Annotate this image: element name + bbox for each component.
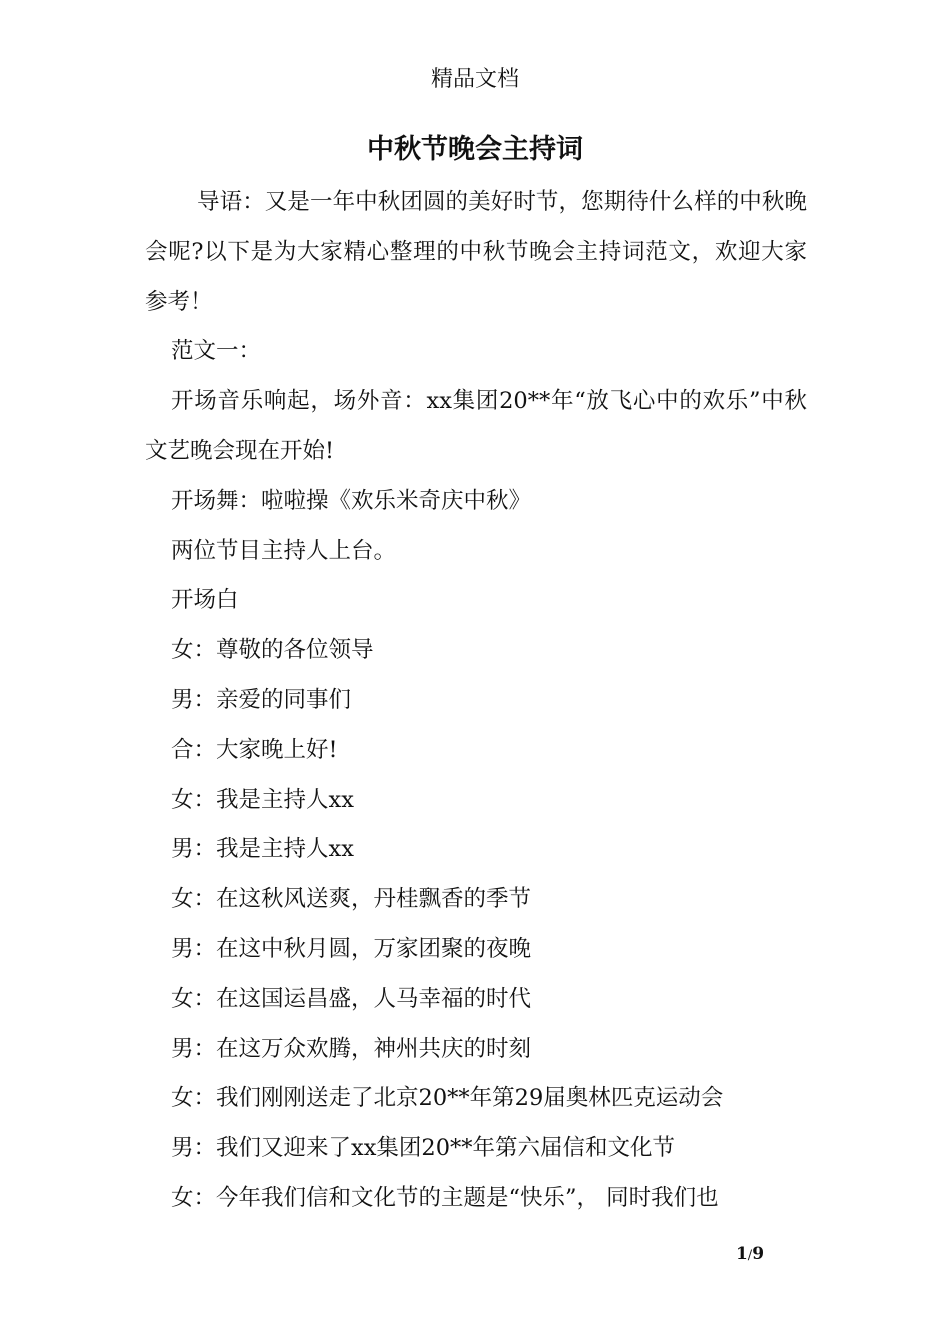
page-number: [700, 1242, 800, 1268]
dialogue-line: 女：在这秋风送爽，丹桂飘香的季节: [171, 886, 532, 913]
dialogue-line: 男：在这中秋月圆，万家团聚的夜晚: [171, 935, 532, 962]
dialogue-line: 男：亲爱的同事们: [171, 686, 352, 713]
document-header: 精品文档: [430, 67, 519, 92]
dialogue-line: 合：大家晚上好!: [171, 736, 338, 763]
dialogue-line: 男：在这万众欢腾，神州共庆的时刻: [171, 1035, 532, 1062]
paragraph: 开场白: [171, 587, 239, 614]
section-heading: 范文一：: [171, 338, 262, 365]
dialogue-line: 男：我是主持人xx: [171, 836, 354, 863]
dialogue-line: 女：我们刚刚送走了北京20**年第29届奥林匹克运动会: [171, 1085, 724, 1112]
document-title: 中秋节晚会主持词: [367, 134, 583, 165]
paragraph: 两位节目主持人上台。: [171, 537, 397, 564]
document-body: [145, 178, 807, 1224]
paragraph: 开场音乐响起，场外音：xx集团20**年“放飞心中的欢乐”中秋文艺晚会现在开始!: [145, 388, 807, 464]
dialogue-line: 女：尊敬的各位领导: [171, 637, 374, 664]
dialogue-line: 男：我们又迎来了xx集团20**年第六届信和文化节: [171, 1135, 676, 1162]
page-separator: /: [747, 1248, 753, 1263]
paragraph: 开场舞：啦啦操《欢乐米奇庆中秋》: [171, 487, 532, 514]
dialogue-line: 女：我是主持人xx: [171, 786, 354, 813]
intro-paragraph: 导语：又是一年中秋团圆的美好时节，您期待什么样的中秋晚会呢?以下是为大家精心整理的中秋节晚会主持词范文，欢迎大家参考！: [145, 189, 807, 315]
dialogue-line: 女：在这国运昌盛，人马幸福的时代: [171, 985, 532, 1012]
dialogue-line: 女：今年我们信和文化节的主题是“快乐”， 同时我们也: [171, 1184, 719, 1211]
page-current: 1: [735, 1244, 748, 1264]
page-total: 9: [752, 1244, 765, 1264]
